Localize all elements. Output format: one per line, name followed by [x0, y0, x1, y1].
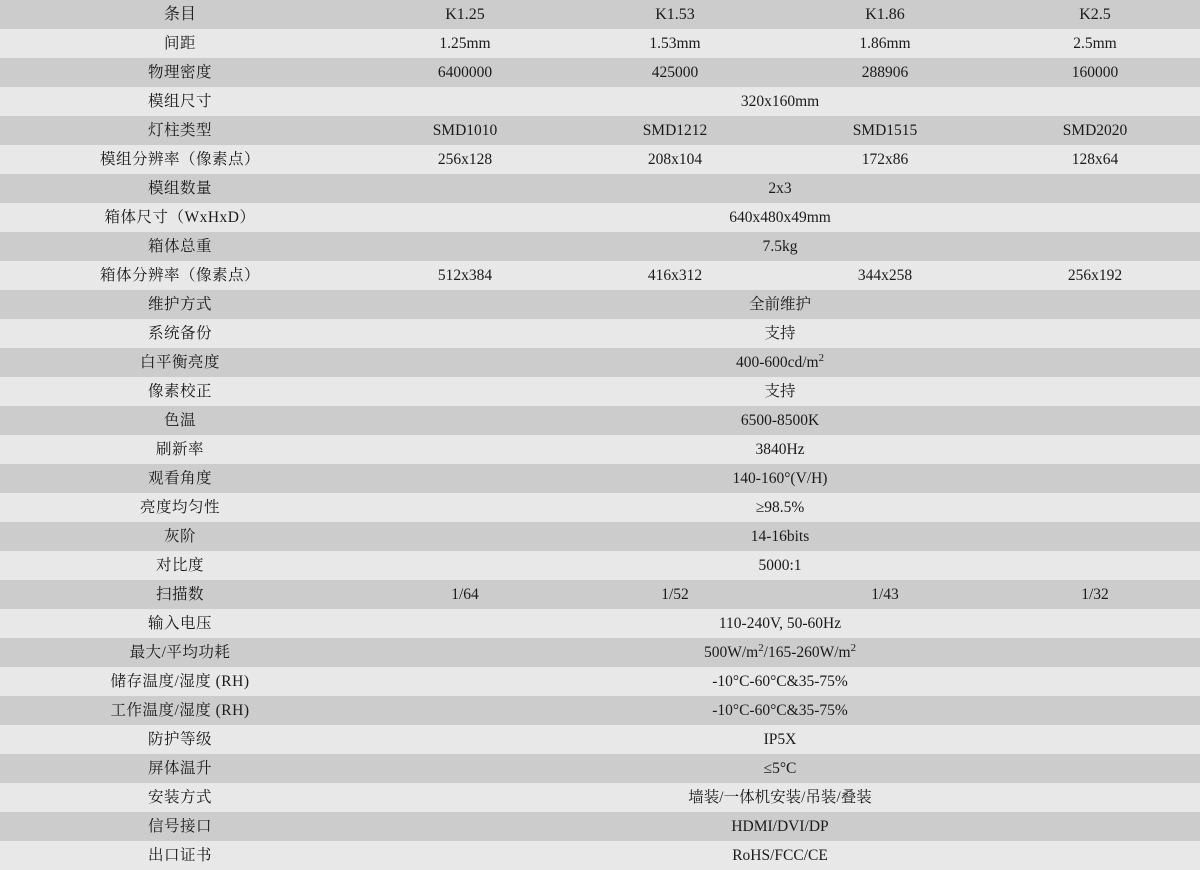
row-value-cell: 128x64 — [990, 145, 1200, 174]
table-row — [0, 696, 1200, 725]
table-row — [0, 551, 1200, 580]
table-body — [0, 29, 1200, 870]
table-row — [0, 754, 1200, 783]
table-row — [0, 406, 1200, 435]
row-value-cell: 344x258 — [780, 261, 990, 290]
row-value-merged: 墙装/一体机安装/吊装/叠装 — [360, 783, 1200, 812]
column-header-k125: K1.25 — [360, 0, 570, 29]
row-value-cell: 208x104 — [570, 145, 780, 174]
column-header-k186: K1.86 — [780, 0, 990, 29]
row-value-merged: 640x480x49mm — [360, 203, 1200, 232]
table-row — [0, 290, 1200, 319]
row-label: 屏体温升 — [0, 754, 360, 783]
table-header-row — [0, 0, 1200, 29]
row-label: 安装方式 — [0, 783, 360, 812]
table-row — [0, 261, 1200, 290]
row-value-merged: 6500-8500K — [360, 406, 1200, 435]
table-row — [0, 667, 1200, 696]
row-value-merged: 全前维护 — [360, 290, 1200, 319]
row-value-merged: 2x3 — [360, 174, 1200, 203]
row-label: 维护方式 — [0, 290, 360, 319]
row-label: 色温 — [0, 406, 360, 435]
row-value-cell: 1/52 — [570, 580, 780, 609]
table-header — [0, 0, 1200, 29]
row-label: 模组尺寸 — [0, 87, 360, 116]
row-label: 防护等级 — [0, 725, 360, 754]
table-row — [0, 348, 1200, 377]
row-label: 亮度均匀性 — [0, 493, 360, 522]
row-value-merged: ≤5°C — [360, 754, 1200, 783]
row-value-cell: 172x86 — [780, 145, 990, 174]
row-value-merged: 320x160mm — [360, 87, 1200, 116]
row-label: 像素校正 — [0, 377, 360, 406]
row-label: 箱体总重 — [0, 232, 360, 261]
row-value-cell: 1/32 — [990, 580, 1200, 609]
row-label: 出口证书 — [0, 841, 360, 870]
row-label: 对比度 — [0, 551, 360, 580]
table-row — [0, 116, 1200, 145]
row-value-cell: 160000 — [990, 58, 1200, 87]
row-label: 箱体尺寸（WxHxD） — [0, 203, 360, 232]
row-value-cell: SMD1212 — [570, 116, 780, 145]
column-header-item: 条目 — [0, 0, 360, 29]
table-row — [0, 638, 1200, 667]
row-value-merged: IP5X — [360, 725, 1200, 754]
table-row — [0, 435, 1200, 464]
row-value-merged: HDMI/DVI/DP — [360, 812, 1200, 841]
row-label: 储存温度/湿度 (RH) — [0, 667, 360, 696]
row-value-cell: 1.53mm — [570, 29, 780, 58]
row-label: 模组分辨率（像素点） — [0, 145, 360, 174]
row-label: 工作温度/湿度 (RH) — [0, 696, 360, 725]
row-label: 箱体分辨率（像素点） — [0, 261, 360, 290]
row-value-merged: $400-600cd/m^2$ — [360, 348, 1200, 377]
row-value-cell: 256x192 — [990, 261, 1200, 290]
table-row — [0, 580, 1200, 609]
table-row — [0, 87, 1200, 116]
table-row — [0, 174, 1200, 203]
table-row — [0, 232, 1200, 261]
table-row — [0, 464, 1200, 493]
row-label: 白平衡亮度 — [0, 348, 360, 377]
row-value-merged: 5000:1 — [360, 551, 1200, 580]
row-value-cell: SMD1515 — [780, 116, 990, 145]
row-value-merged: 支持 — [360, 377, 1200, 406]
row-value-cell: 1.86mm — [780, 29, 990, 58]
row-value-merged: $500W/m^2/165-260W/m^2$ — [360, 638, 1200, 667]
row-label: 模组数量 — [0, 174, 360, 203]
row-value-cell: 425000 — [570, 58, 780, 87]
table-row — [0, 145, 1200, 174]
row-label: 最大/平均功耗 — [0, 638, 360, 667]
table-row — [0, 203, 1200, 232]
table-row — [0, 841, 1200, 870]
row-value-merged: 140-160°(V/H) — [360, 464, 1200, 493]
row-value-cell: 288906 — [780, 58, 990, 87]
row-label: 灰阶 — [0, 522, 360, 551]
row-value-merged: 3840Hz — [360, 435, 1200, 464]
row-label: 观看角度 — [0, 464, 360, 493]
row-value-merged: 支持 — [360, 319, 1200, 348]
row-value-cell: 1.25mm — [360, 29, 570, 58]
column-header-k25: K2.5 — [990, 0, 1200, 29]
column-header-k153: K1.53 — [570, 0, 780, 29]
row-value-merged: ≥98.5% — [360, 493, 1200, 522]
row-label: 刷新率 — [0, 435, 360, 464]
table-row — [0, 783, 1200, 812]
row-value-merged: 7.5kg — [360, 232, 1200, 261]
table-row — [0, 493, 1200, 522]
row-value-cell: 256x128 — [360, 145, 570, 174]
table-row — [0, 609, 1200, 638]
row-label: 扫描数 — [0, 580, 360, 609]
table-row — [0, 377, 1200, 406]
row-label: 信号接口 — [0, 812, 360, 841]
row-value-cell: 2.5mm — [990, 29, 1200, 58]
row-value-cell: 6400000 — [360, 58, 570, 87]
table-row — [0, 58, 1200, 87]
table-row — [0, 725, 1200, 754]
row-value-cell: 512x384 — [360, 261, 570, 290]
table-row — [0, 319, 1200, 348]
row-value-merged: -10°C-60°C&35-75% — [360, 696, 1200, 725]
table-row — [0, 522, 1200, 551]
row-value-merged: 110-240V, 50-60Hz — [360, 609, 1200, 638]
row-label: 输入电压 — [0, 609, 360, 638]
row-label: 间距 — [0, 29, 360, 58]
row-label: 物理密度 — [0, 58, 360, 87]
row-value-merged: -10°C-60°C&35-75% — [360, 667, 1200, 696]
row-value-cell: 1/64 — [360, 580, 570, 609]
row-value-merged: RoHS/FCC/CE — [360, 841, 1200, 870]
row-value-cell: SMD1010 — [360, 116, 570, 145]
row-value-merged: 14-16bits — [360, 522, 1200, 551]
row-label: 系统备份 — [0, 319, 360, 348]
row-label: 灯柱类型 — [0, 116, 360, 145]
row-value-cell: 416x312 — [570, 261, 780, 290]
row-value-cell: 1/43 — [780, 580, 990, 609]
row-value-cell: SMD2020 — [990, 116, 1200, 145]
table-row — [0, 29, 1200, 58]
table-row — [0, 812, 1200, 841]
